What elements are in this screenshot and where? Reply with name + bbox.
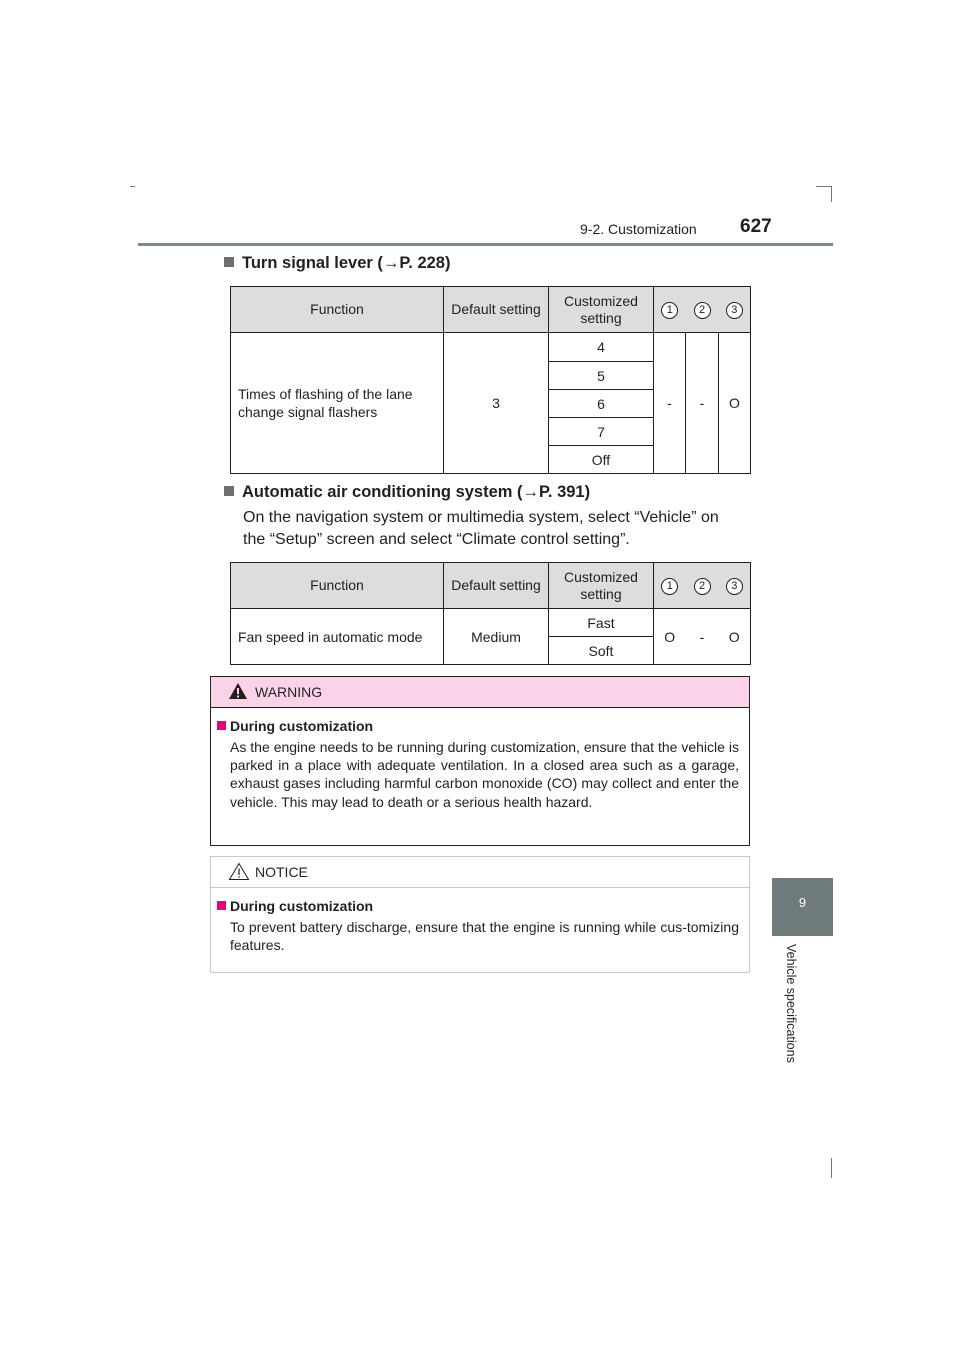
header-default: Default setting [444, 287, 549, 333]
notice-triangle-icon [228, 862, 250, 881]
option-cell: 5 [549, 362, 654, 390]
air-conditioning-table [230, 562, 751, 665]
function-cell: Times of flashing of the lane change signal flashers [231, 333, 444, 474]
square-bullet-icon [217, 721, 226, 730]
header-function: Function [231, 287, 444, 333]
header-default: Default setting [444, 563, 549, 609]
warning-box [210, 676, 750, 846]
col2-cell: - [686, 609, 719, 665]
air-conditioning-text-line1: On the navigation system or multimedia system, select “Vehicle” on [243, 509, 719, 526]
header-col3 [719, 563, 751, 609]
header-col2 [686, 563, 719, 609]
option-cell: Off [549, 446, 654, 474]
header-rule [138, 243, 833, 246]
chapter-label [784, 944, 804, 1094]
circle-number-3-icon: 3 [726, 302, 743, 319]
warning-title: WARNING [255, 684, 323, 700]
notice-box [210, 856, 750, 973]
warning-text: As the engine needs to be running during customization, ensure that the vehicle is parked in a place with adequate ventilation. In a closed area such as a garage, exhaust gases including harmful carbon monoxide (CO) may collect and enter the vehicle. This may lead to death or a serious health hazard. [230, 739, 739, 810]
notice-body [211, 888, 749, 964]
col1-cell: - [654, 333, 686, 474]
notice-subheading [217, 898, 739, 914]
warning-subheading-text: During customization [230, 718, 374, 734]
warning-triangle-icon [228, 682, 248, 700]
circle-number-2-icon: 2 [694, 302, 711, 319]
option-cell: 4 [549, 333, 654, 362]
circle-number-3-icon: 3 [726, 578, 743, 595]
air-conditioning-heading-text: Automatic air conditioning system (→P. 391) [242, 483, 591, 501]
air-conditioning-heading [224, 483, 590, 502]
option-cell: 6 [549, 390, 654, 418]
crop-mark-bottom-right [831, 1158, 832, 1178]
crop-mark-top-left [130, 186, 135, 187]
crop-mark-top-right-h [816, 186, 832, 187]
option-cell: Fast [549, 609, 654, 637]
notice-title: NOTICE [255, 864, 308, 880]
section-title: 9-2. Customization [580, 221, 697, 237]
notice-subheading-text: During customization [230, 898, 374, 914]
header-col2 [686, 287, 719, 333]
circle-number-1-icon: 1 [661, 302, 678, 319]
crop-mark-top-right-v [831, 186, 832, 202]
chapter-tab: 9 [772, 878, 833, 936]
header-col1 [654, 563, 686, 609]
circle-number-2-icon: 2 [694, 578, 711, 595]
warning-header [211, 677, 749, 708]
table-header-row [231, 287, 751, 333]
notice-text: To prevent battery discharge, ensure that the engine is running while cus-tomizing features. [230, 919, 739, 954]
chapter-label-text: Vehicle specifications [784, 944, 798, 1063]
circle-number-1-icon: 1 [661, 578, 678, 595]
page-number: 627 [740, 216, 772, 237]
header-customized: Customized setting [549, 287, 654, 333]
turn-signal-table [230, 286, 751, 474]
square-bullet-icon [224, 486, 234, 496]
warning-subheading [217, 718, 739, 734]
header-function: Function [231, 563, 444, 609]
header-col3 [719, 287, 751, 333]
turn-signal-heading-text: Turn signal lever (→P. 228) [242, 254, 451, 272]
table-header-row [231, 563, 751, 609]
notice-header [211, 857, 749, 888]
option-cell: 7 [549, 418, 654, 446]
table-row [231, 609, 751, 637]
col1-cell: O [654, 609, 686, 665]
square-bullet-icon [224, 257, 234, 267]
square-bullet-icon [217, 901, 226, 910]
default-cell: 3 [444, 333, 549, 474]
default-cell: Medium [444, 609, 549, 665]
function-cell: Fan speed in automatic mode [231, 609, 444, 665]
turn-signal-heading [224, 254, 450, 273]
air-conditioning-text-line2: the “Setup” screen and select “Climate control setting”. [243, 531, 630, 548]
header-customized: Customized setting [549, 563, 654, 609]
warning-body [211, 708, 749, 821]
col3-cell: O [719, 609, 751, 665]
option-cell: Soft [549, 637, 654, 665]
header-col1 [654, 287, 686, 333]
col2-cell: - [686, 333, 719, 474]
col3-cell: O [719, 333, 751, 474]
table-row [231, 333, 751, 362]
